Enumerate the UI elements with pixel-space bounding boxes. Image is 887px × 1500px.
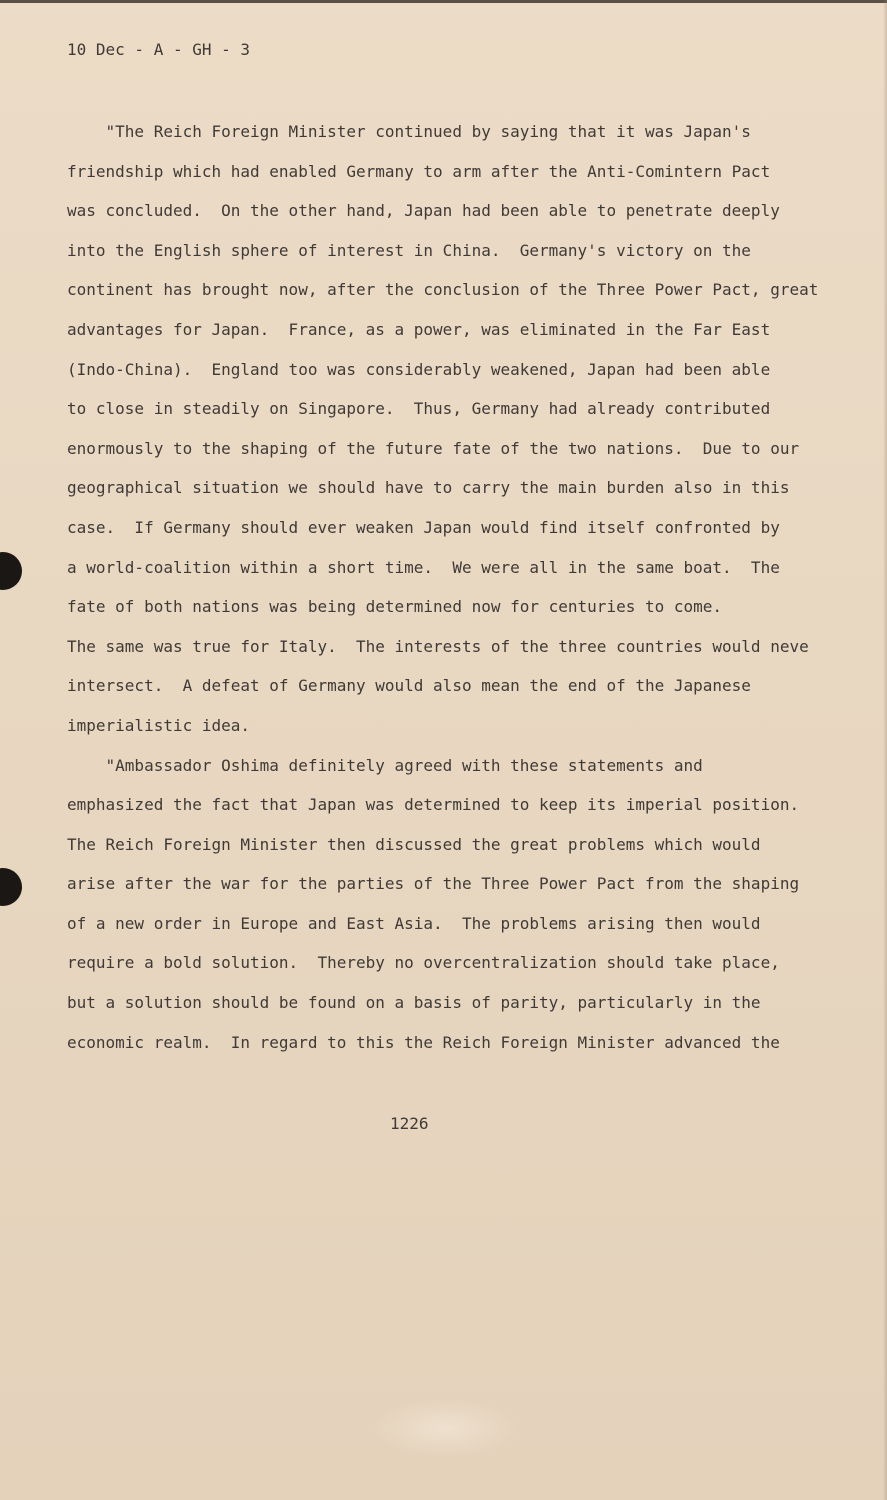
- text-line: imperialistic idea.: [67, 715, 251, 735]
- text-line: "The Reich Foreign Minister continued by saying that it was Japan's: [67, 122, 751, 141]
- page-number: 1226: [390, 1114, 429, 1133]
- text-line: intersect. A defeat of Germany would also mean the end of the Japanese: [67, 676, 751, 696]
- text-line: "Ambassador Oshima definitely agreed with these statements and: [67, 755, 703, 775]
- body-text: [67, 118, 867, 1068]
- text-line: arise after the war for the parties of the Three Power Pact from the shaping: [67, 874, 800, 894]
- punch-hole-upper: [0, 552, 22, 590]
- paper-stain: [370, 1398, 520, 1458]
- text-line: a world-coalition within a short time. We were all in the same boat. The: [67, 557, 780, 577]
- text-line: into the English sphere of interest in China. Germany's victory on the: [67, 240, 751, 260]
- page-header: 10 Dec - A - GH - 3: [67, 40, 251, 59]
- text-line: continent has brought now, after the conclusion of the Three Power Pact, great: [67, 280, 819, 300]
- text-line: was concluded. On the other hand, Japan had been able to penetrate deeply: [67, 201, 780, 221]
- text-line: enormously to the shaping of the future fate of the two nations. Due to our: [67, 438, 800, 458]
- text-line: case. If Germany should ever weaken Japan would find itself confronted by: [67, 517, 780, 537]
- text-line: friendship which had enabled Germany to arm after the Anti-Comintern Pact: [67, 161, 771, 181]
- text-line: but a solution should be found on a basis of parity, particularly in the: [67, 993, 761, 1013]
- page-right-edge: [883, 0, 887, 1500]
- text-line: The same was true for Italy. The interests of the three countries would neve: [67, 636, 809, 656]
- text-line: geographical situation we should have to carry the main burden also in this: [67, 478, 790, 498]
- text-line: The Reich Foreign Minister then discussed the great problems which would: [67, 834, 761, 854]
- text-line: economic realm. In regard to this the Reich Foreign Minister advanced the: [67, 1032, 780, 1052]
- punch-hole-lower: [0, 868, 22, 906]
- text-line: (Indo-China). England too was considerably weakened, Japan had been able: [67, 359, 771, 379]
- text-line: of a new order in Europe and East Asia. The problems arising then would: [67, 913, 761, 933]
- page-top-edge: [0, 0, 887, 3]
- text-line: fate of both nations was being determined now for centuries to come.: [67, 597, 723, 617]
- text-line: emphasized the fact that Japan was determined to keep its imperial position.: [67, 795, 800, 815]
- text-line: require a bold solution. Thereby no overcentralization should take place,: [67, 953, 780, 973]
- text-line: to close in steadily on Singapore. Thus, Germany had already contributed: [67, 399, 771, 419]
- text-line: advantages for Japan. France, as a power, was eliminated in the Far East: [67, 319, 771, 339]
